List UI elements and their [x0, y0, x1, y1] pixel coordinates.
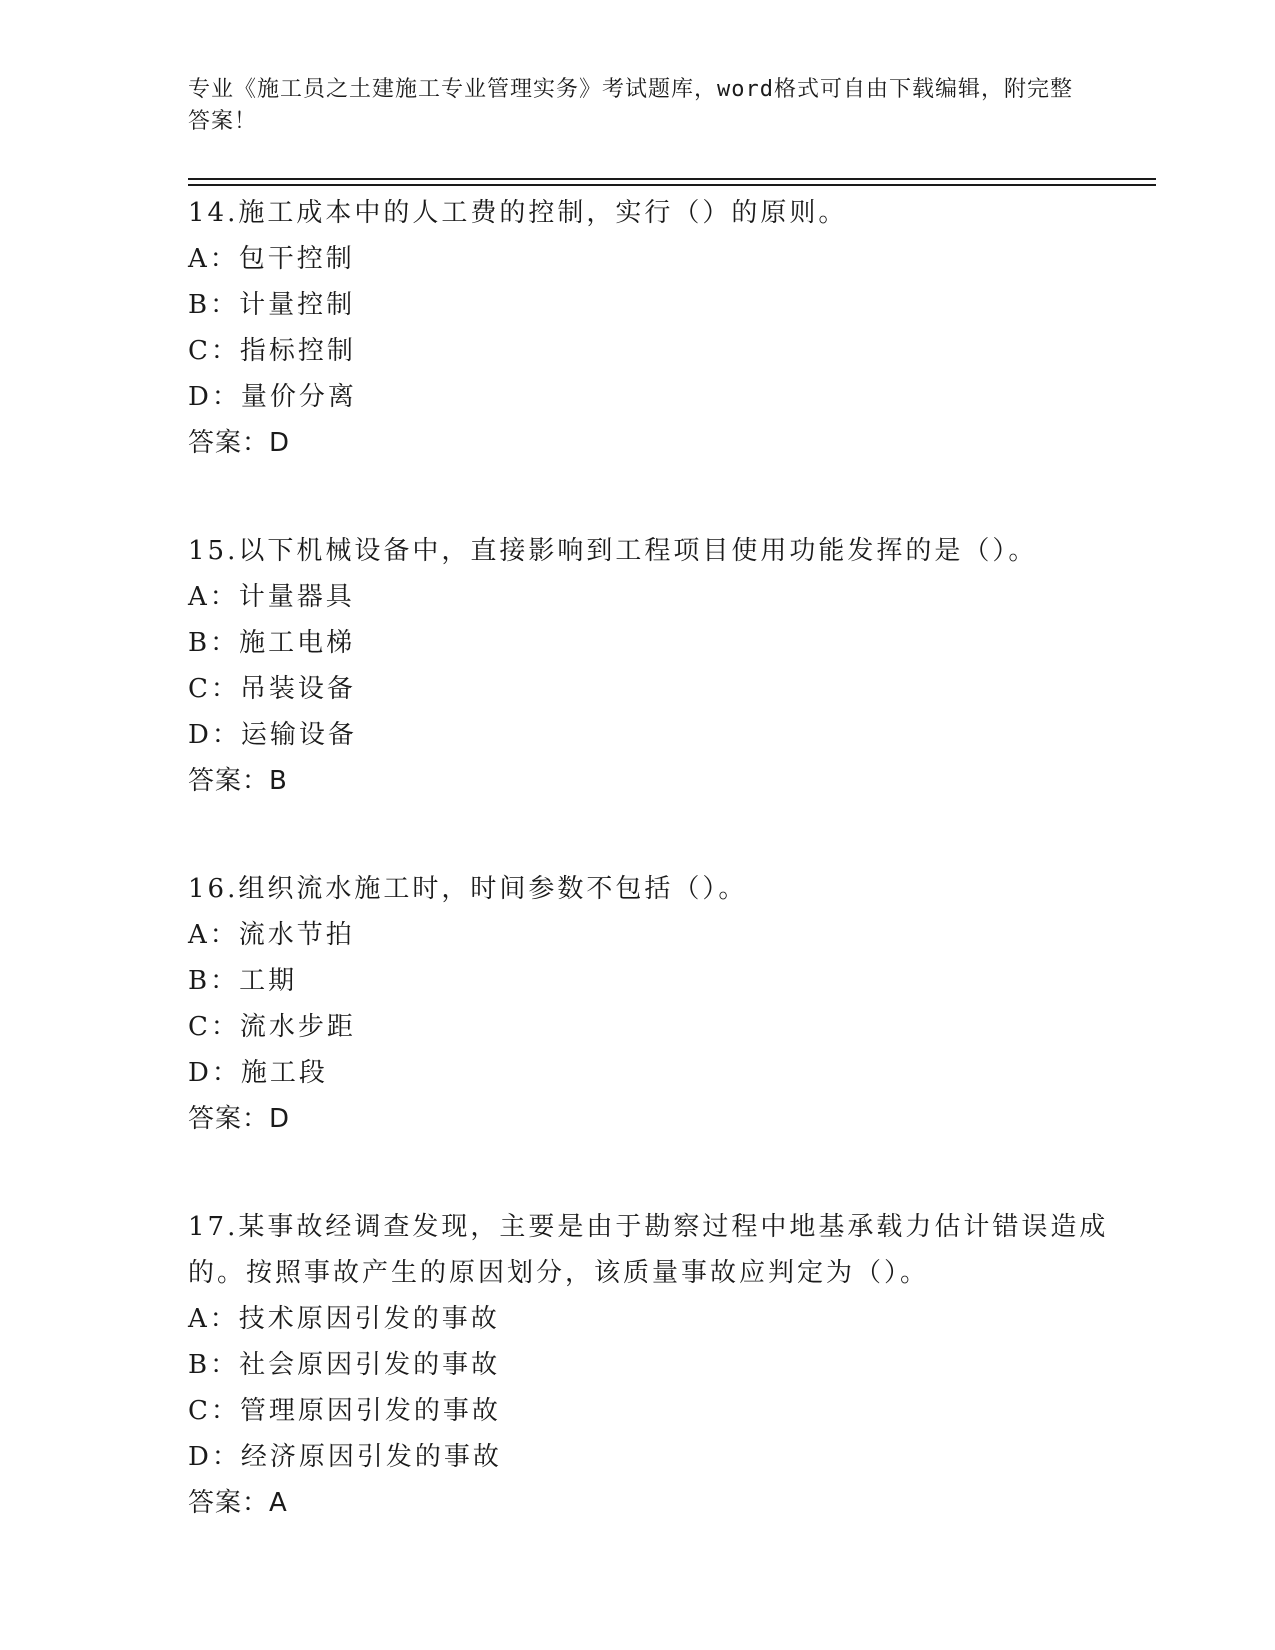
header-divider-top	[188, 178, 1156, 180]
question-option-d: D：施工段	[188, 1058, 328, 1088]
question-option-a: A：技术原因引发的事故	[188, 1304, 500, 1334]
document-header	[188, 74, 1088, 138]
question-option-b: B：施工电梯	[188, 628, 356, 658]
question-answer: 答案：D	[188, 428, 291, 458]
question-answer: 答案：D	[188, 1104, 291, 1134]
question-stem: 15.以下机械设备中，直接影响到工程项目使用功能发挥的是（）。	[188, 536, 1038, 566]
question-option-c: C：管理原因引发的事故	[188, 1396, 501, 1426]
question-option-d: D：运输设备	[188, 720, 357, 750]
question-option-b: B：工期	[188, 966, 298, 996]
question-option-b: B：社会原因引发的事故	[188, 1350, 501, 1380]
header-divider-bottom	[188, 184, 1156, 186]
question-option-c: C：流水步距	[188, 1012, 356, 1042]
question-option-a: A：计量器具	[188, 582, 355, 612]
question-answer: 答案：A	[188, 1488, 288, 1518]
question-option-c: C：吊装设备	[188, 674, 356, 704]
question-option-a: A：流水节拍	[188, 920, 355, 950]
question-option-c: C：指标控制	[188, 336, 356, 366]
question-list	[188, 190, 1138, 1588]
question-answer: 答案：B	[188, 766, 288, 796]
question-stem: 16.组织流水施工时，时间参数不包括（）。	[188, 874, 748, 904]
question-stem: 14.施工成本中的人工费的控制，实行（）的原则。	[188, 198, 848, 228]
question-option-b: B：计量控制	[188, 290, 356, 320]
question-item	[188, 190, 1138, 466]
question-stem: 17.某事故经调查发现，主要是由于勘察过程中地基承载力估计错误造成的。按照事故产生的原因划分，该质量事故应判定为（）。	[188, 1212, 1109, 1288]
question-item	[188, 866, 1138, 1142]
question-item	[188, 1204, 1138, 1526]
header-text: 专业《施工员之土建施工专业管理实务》考试题库，word格式可自由下载编辑，附完整答案！	[188, 77, 1073, 134]
question-option-d: D：量价分离	[188, 382, 357, 412]
question-option-a: A：包干控制	[188, 244, 355, 274]
question-item	[188, 528, 1138, 804]
question-option-d: D：经济原因引发的事故	[188, 1442, 502, 1472]
